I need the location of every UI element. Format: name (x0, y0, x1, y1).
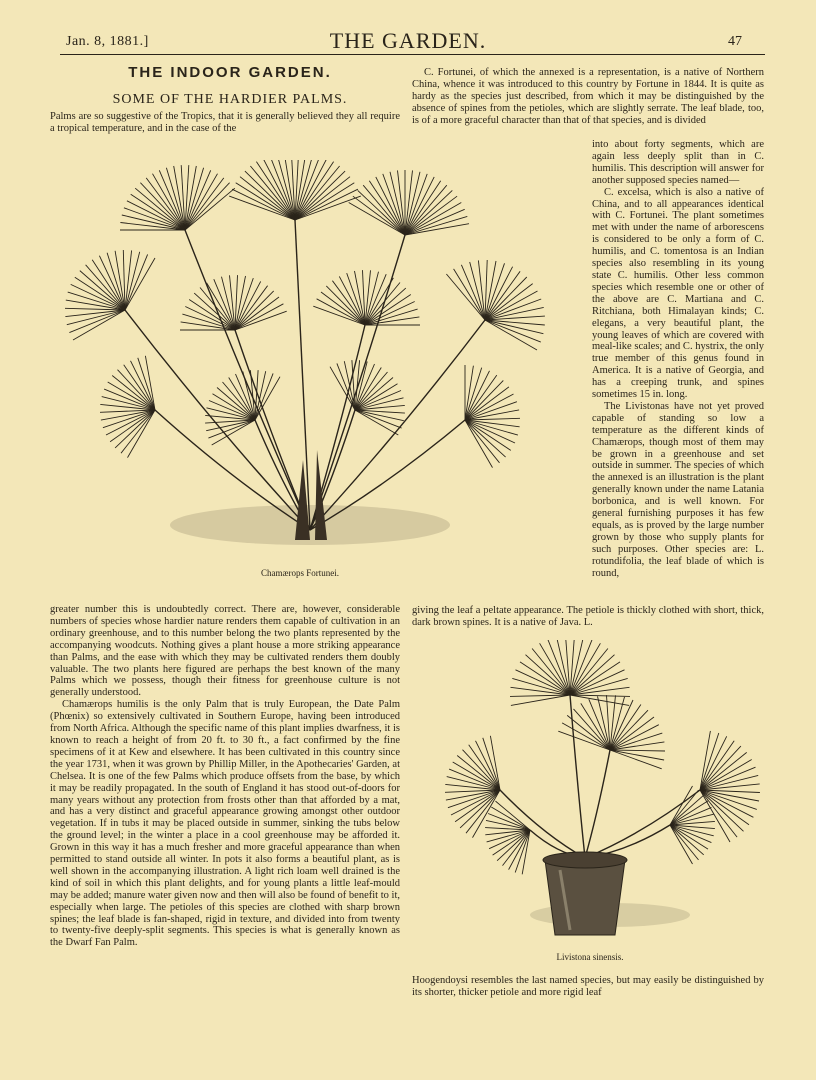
right-narrow-para3: The Livistonas have not yet proved capable of standing so low a temperature as the different kinds of Chamærops, though most of them may be grown in a greenhouse and set outside in summer. The species of which the annexed is an illustration is the plant generally known under the name Latania borbonica, and is well known. For general furnishing purposes it has few equals, as is proved by the large number grown by those who supply plants for such purposes. Other species are: L. rotundifolia, the leaf blade of which is round, (592, 400, 764, 579)
right-narrow-para2: C. excelsa, which is also a native of China, and to all appearances identical with C. Fortunei. The plant sometimes met with under the name of arborescens is considered to be only a form of C. humilis, and C. tomentosa is an Indian species also resembling in its young state C. humilis. Other less common species which resemble one or other of the above are C. Martiana and C. Ritchiana, both Himalayan kinds; C. elegans, a very beautiful plant, the young leaves of which are covered with meal-like scales; and C. hystrix, the only true member of this genus found in America. It is a native of Georgia, and has a creeping trunk, and spines sometimes 15 in. long. (592, 186, 764, 401)
intro-paragraph: Palms are so suggestive of the Tropics, that it is generally believed they all require a tropical temperature, and in the case of the (50, 111, 400, 134)
right-col-narrow (592, 139, 764, 580)
header-date: Jan. 8, 1881.] (66, 34, 149, 49)
section-title: THE INDOOR GARDEN. (128, 64, 332, 81)
left-col-continued (50, 604, 400, 949)
left-col-para1: greater number this is undoubtedly correct. There are, however, considerable numbers of species whose hardier nature renders them capable of cultivation in an ordinary greenhouse, and to this number belong the two plants represented by the accompanying woodcuts. Nothing gives a plant house a more striking appearance than Palms, and the ease with which they may be cultivated renders them doubly valuable. The two plants here figured are perhaps the best known of the many Palms which we possess, though their fitness for greenhouse culture is not generally understood. (50, 604, 400, 699)
figure1-caption: Chamærops Fortunei. (261, 568, 339, 578)
masthead-title: THE GARDEN. (329, 28, 487, 53)
page-number: 47 (728, 34, 742, 49)
article-subtitle: SOME OF THE HARDIER PALMS. (112, 92, 348, 107)
right-col-wide: giving the leaf a peltate appearance. The petiole is thickly clothed with short, thick, dark brown spines. It is a native of Java. L. (412, 605, 764, 628)
figure2-caption: Livistona sinensis. (556, 952, 624, 962)
header-rule (60, 54, 765, 55)
livistona-sinensis-illustration (420, 640, 770, 950)
left-col-para2: Chamærops humilis is the only Palm that is truly European, the Date Palm (Phœnix) so extensively cultivated in Southern Europe, having been introduced from North Africa. Although the specific name of this plant implies dwarfness, it is known to reach a height of from 20 ft. to 30 ft., a fact confirmed by the fine specimens of it at Kew and elsewhere. It has been cultivated in this country since the year 1731, when it was grown by Phillip Miller, in the Apothecaries' Garden, at Chelsea. It is one of the few Palms which produce offsets from the base, by which it may be readily propagated. In the south of England it has stood out-of-doors for many years without any protection from frosts other than that afforded by a mat, and has a very distinct and graceful appearance growing amongst other outdoor vegetation. If in tubs it may be placed outside in summer, sinking the tubs below the ground level; in the winter a place in a cool greenhouse may be afforded it. Grown in this way it has a much fresher and more graceful appearance than when permitted to stand outside all winter. In pots it also forms a beautiful plant, as is well shown in the accompanying illustration. A light rich loam well drained is the kind of soil in which this plant delights, and for young plants a little leaf-mould may be added; manure water given now and then will also be found of benefit to it, especially when large. The petioles of this species are clothed with sharp brown spines; the leaf blade is fan-shaped, rigid in texture, and divided into from twenty to twenty-five deeply-split segments. This species is what is generally known as the Dwarf Fan Palm. (50, 699, 400, 949)
chamaerops-fortunei-illustration (55, 160, 545, 560)
right-col-top: C. Fortunei, of which the annexed is a representation, is a native of Northern China, whence it was introduced to this country by Fortune in 1844. It is quite as hardy as the species just described, from which it may be distinguished by the absence of spines from the petioles, which are slightly serrate. The leaf blade, too, is of a more graceful character than that of that species, and is divided (412, 67, 764, 126)
right-narrow-para1: into about forty segments, which are again less deeply split than in C. humilis. This description will answer for another supposed species named— (592, 139, 764, 186)
right-col-bottom: Hoogendoysi resembles the last named species, but may easily be distinguished by its shorter, thicker petiole and more rigid leaf (412, 975, 764, 998)
